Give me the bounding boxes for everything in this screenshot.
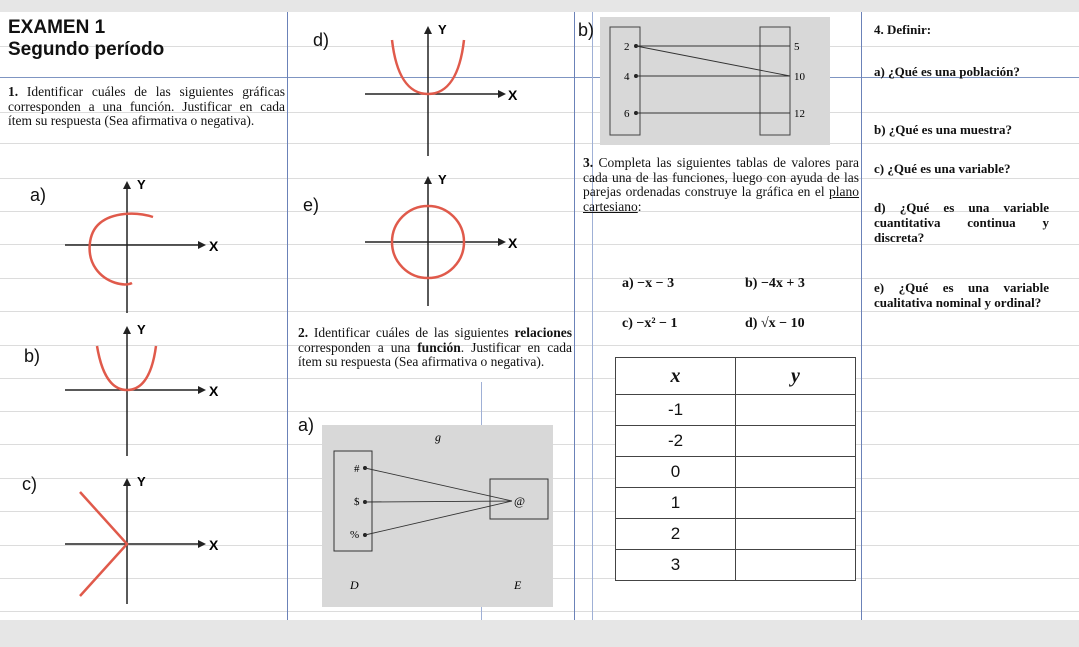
graph-e-x-arrow [498,238,506,246]
question-2-bold-funcion: función [417,339,461,355]
relation-b-codomain-box [760,27,790,135]
values-table [615,357,856,581]
graph-c-x-label: X [209,537,219,553]
graph-d-label: d) [313,30,330,50]
question-3-suffix: : [637,198,642,214]
graph-b [60,320,220,460]
relation-a-domain-percent: % [350,529,360,541]
table-row [616,457,856,488]
x-cell: 2 [616,519,736,550]
exam-title-line1: EXAMEN 1 [8,17,106,38]
y-cell[interactable] [736,395,856,426]
graph-b-y-arrow [123,326,131,334]
graph-b-x-arrow [198,386,206,394]
question-4d: d) ¿Qué es una variable cuantitativa continua y discreta? [874,200,1049,245]
graph-a [60,175,220,320]
table-row [616,488,856,519]
question-4e: e) ¿Qué es una variable cualitativa nominal y ordinal? [874,280,1049,310]
exam-title [8,17,164,61]
relation-a-svg [322,425,553,607]
graph-a-curve [90,214,153,285]
relation-a-domain-dollar: $ [354,496,360,508]
question-2-bold-relaciones: relaciones [514,325,572,340]
table-row [616,426,856,457]
x-cell: -2 [616,426,736,457]
graph-e [362,170,522,310]
values-table-header-y: y [736,358,856,395]
relation-a-domain-hash: # [354,463,360,475]
table-row [616,395,856,426]
function-a: a) −x − 3 [622,276,675,291]
graph-b-label: b) [24,346,41,366]
question-2-text-2: corresponden a una [298,339,411,355]
question-4c: c) ¿Qué es una variable? [874,161,1011,176]
question-4-title: 4. Definir: [874,22,932,37]
relation-b-codomain-5: 5 [794,41,800,53]
function-c: c) −x² − 1 [622,316,678,331]
graph-e-y-label: Y [438,172,447,187]
question-1-number: 1. [8,84,19,99]
relation-b-arrow-2 [636,46,790,76]
question-3-text [583,156,859,214]
relation-a-domain-label: D [350,578,359,592]
graph-d-x-arrow [498,90,506,98]
y-cell[interactable] [736,488,856,519]
values-table-header-x: x [616,358,736,395]
graph-b-y-label: Y [137,322,146,337]
relation-b-domain-2: 2 [624,41,630,53]
x-cell: 1 [616,488,736,519]
question-3-plano-cartesiano: plano cartesiano [583,184,860,214]
relation-a-label: a) [298,415,315,435]
relation-b-domain-6: 6 [624,108,630,120]
graph-a-label: a) [30,185,47,205]
graph-c-y-label: Y [137,474,146,489]
graph-c-y-arrow [123,478,131,486]
relation-b-diagram [600,17,830,145]
question-2-text-1: Identificar cuáles de las siguientes [313,325,509,340]
y-cell[interactable] [736,519,856,550]
y-cell[interactable] [736,426,856,457]
function-d: d) √x − 10 [745,316,805,331]
graph-d [362,20,522,160]
values-table-header [616,358,856,395]
table-row [616,550,856,581]
graph-b-x-label: X [209,383,219,399]
graph-c [60,472,220,608]
question-4b: b) ¿Qué es una muestra? [874,122,1012,137]
y-cell[interactable] [736,550,856,581]
question-2-text-3: . Justificar en cada ítem su respuesta (Sea afirmativa o negativa). [298,339,572,370]
graph-a-x-label: X [209,238,219,254]
graph-d-y-label: Y [438,22,447,37]
question-2-text [298,326,572,370]
relation-a-name: g [435,430,441,444]
relation-b-label: b) [578,20,595,40]
question-2-number: 2. [298,325,309,340]
relation-b-svg [600,17,830,145]
graph-c-label: c) [22,474,37,494]
question-4a: a) ¿Qué es una población? [874,64,1020,79]
question-3-statement: Completa las siguientes tablas de valores para cada una de las funciones, luego con ayuda de las parejas ordenadas construye la gráfica en el [583,155,859,200]
relation-a-codomain-label: E [514,578,522,592]
x-cell: 3 [616,550,736,581]
graph-e-x-label: X [508,235,518,251]
graph-e-label: e) [303,195,320,215]
x-cell: 0 [616,457,736,488]
y-cell[interactable] [736,457,856,488]
table-row [616,519,856,550]
question-1-text [8,85,285,129]
graph-c-x-arrow [198,540,206,548]
graph-a-x-arrow [198,241,206,249]
relation-b-domain-4: 4 [624,71,630,83]
graph-d-x-label: X [508,87,518,103]
question-3-number: 3. [583,155,594,170]
graph-a-y-label: Y [137,177,146,192]
graph-e-y-arrow [424,176,432,184]
relation-a-diagram [322,425,553,607]
relation-a-codomain-at: @ [514,494,526,508]
x-cell: -1 [616,395,736,426]
exam-title-line2: Segundo período [8,39,165,60]
relation-b-codomain-10: 10 [794,71,805,83]
question-1-statement: Identificar cuáles de las siguientes gráficas corresponden a una función. Justificar en cada ítem su respuesta (Sea afirmativa o negativa). [8,84,285,129]
graph-a-y-arrow [123,181,131,189]
function-b: b) −4x + 3 [745,276,805,291]
graph-d-y-arrow [424,26,432,34]
relation-b-codomain-12: 12 [794,108,805,120]
